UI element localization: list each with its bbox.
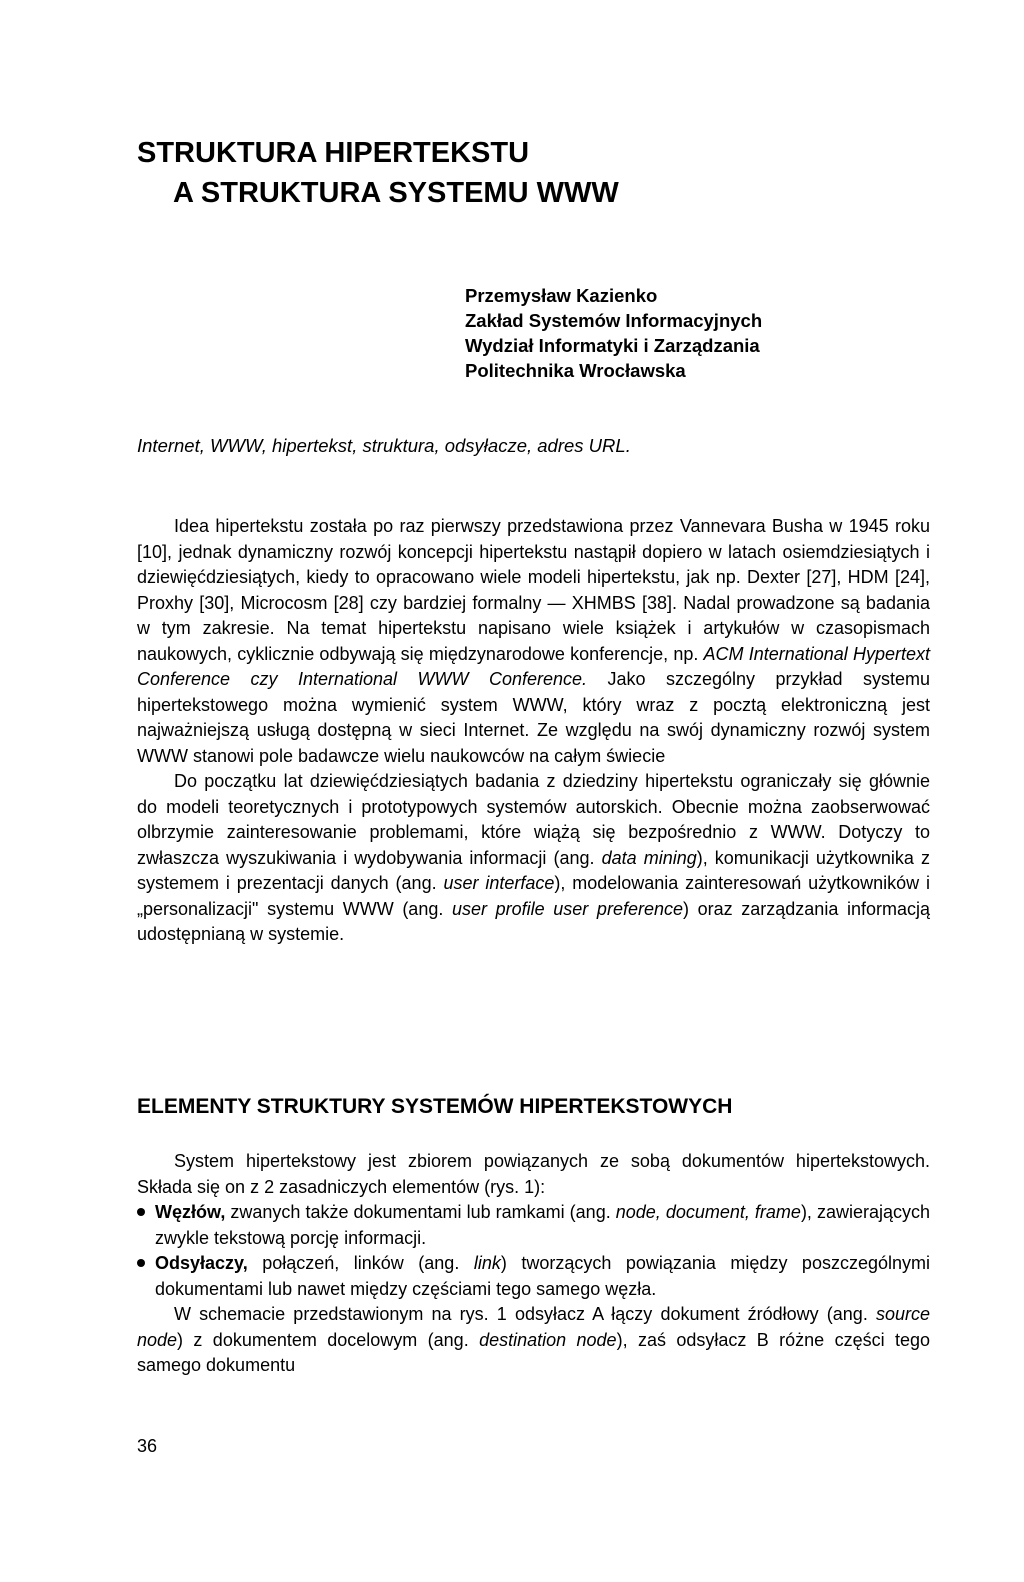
section-paragraph-1: System hipertekstowy jest zbiorem powiązanych ze sobą dokumentów hipertekstowych. Składa się on z 2 zasadniczych elementów (rys. 1): xyxy=(137,1151,930,1197)
text-run: ), zaś odsyłacz B różne części tego samego dokumentu xyxy=(137,1329,930,1375)
bullet-icon xyxy=(137,1208,145,1216)
term-node: node, document, frame xyxy=(615,1202,801,1222)
text-run: połączeń, linków (ang. xyxy=(247,1253,474,1273)
bullet-icon xyxy=(137,1259,145,1267)
intro-paragraph-1 xyxy=(137,514,930,769)
term-link: link xyxy=(473,1253,501,1273)
term-data-mining: data mining xyxy=(601,847,697,868)
text-run: ) z dokumentem docelowym (ang. xyxy=(177,1329,480,1350)
keywords: Internet, WWW, hipertekst, struktura, odsyłacze, adres URL. xyxy=(137,435,631,456)
bold-term: Węzłów, xyxy=(155,1202,226,1222)
author-university: Politechnika Wrocławska xyxy=(465,360,686,381)
structure-section xyxy=(137,1149,930,1379)
author-name: Przemysław Kazienko xyxy=(465,285,658,306)
title-line-1: STRUKTURA HIPERTEKSTU xyxy=(137,137,530,169)
article-title xyxy=(137,133,619,213)
text-run: W schemacie przedstawionym na rys. 1 odsyłacz A łączy dokument źródłowy (ang. xyxy=(174,1304,876,1324)
bold-term: Odsyłaczy, xyxy=(155,1253,248,1273)
text-run: Jako szczególny przykład systemu hipertekstowego można wymienić system WWW, który wraz z pocztą elektroniczną jest najważniejszą usługą dostępną w sieci Internet. Ze względu na swój dynamiczny rozwój system WWW stanowi pole badawcze wielu naukowców na całym świecie xyxy=(137,669,930,766)
term-destination-node: destination node xyxy=(479,1329,617,1350)
term-user-interface: user interface xyxy=(443,873,555,893)
section-paragraph-2 xyxy=(137,1302,930,1379)
list-item xyxy=(137,1200,930,1251)
section-heading: ELEMENTY STRUKTURY SYSTEMÓW HIPERTEKSTOWYCH xyxy=(137,1095,733,1118)
text-run: ) oraz zarządzania informacją udostępnianą w systemie. xyxy=(137,898,930,944)
author-unit: Zakład Systemów Informacyjnych xyxy=(465,310,763,331)
element-list xyxy=(137,1200,930,1302)
text-run: zwanych także dokumentami lub ramkami (ang. xyxy=(225,1202,616,1222)
text-run: ), zawierających zwykle tekstową porcję informacji. xyxy=(155,1202,931,1248)
term-source-node: source node xyxy=(137,1304,930,1350)
text-run: Do początku lat dziewięćdziesiątych badania z dziedziny hipertekstu ograniczały się głównie do modeli teoretycznych i prototypowych systemów autorskich. Obecnie można zaobserwować olbrzymie zainteresowanie problemami, które wiążą się bezpośrednio z WWW. Dotyczy to zwłaszcza wyszukiwania i wydobywania informacji (ang. xyxy=(137,771,930,868)
intro-section xyxy=(137,514,930,948)
title-line-2: A STRUKTURA SYSTEMU WWW xyxy=(173,177,619,209)
intro-paragraph-2 xyxy=(137,769,930,948)
author-faculty: Wydział Informatyki i Zarządzania xyxy=(465,335,760,356)
text-run: ), modelowania zainteresowań użytkowników i „personalizacji" systemu WWW (ang. xyxy=(137,873,930,919)
page-number: 36 xyxy=(137,1436,158,1456)
term-user-profile: user profile user preference xyxy=(451,898,683,919)
list-item xyxy=(137,1251,930,1302)
author-block xyxy=(465,283,762,383)
text-run: ) tworzących powiązania między poszczególnymi dokumentami lub nawet między częściami tego samego węzła. xyxy=(155,1253,930,1299)
conference-names: ACM International Hypertext Conference czy International WWW Conference. xyxy=(137,643,930,689)
text-run: Idea hipertekstu została po raz pierwszy przedstawiona przez Vannevara Busha w 1945 roku [10], jednak dynamiczny rozwój koncepcji hipertekstu nastąpił dopiero w latach osiemdziesiątych i dziewięćdziesiątych, kiedy to opracowano wiele modeli hipertekstu, jak np. Dexter [27], HDM [24], Proxhy [30], Microcosm [28] czy bardziej formalny — XHMBS [38]. Nadal prowadzone są badania w tym zakresie. Na temat hipertekstu napisano wiele książek i artykułów w czasopismach naukowych, cyklicznie odbywają się międzynarodowe konferencje, np. xyxy=(137,516,930,664)
text-run: ), komunikacji użytkownika z systemem i prezentacji danych (ang. xyxy=(137,847,931,893)
